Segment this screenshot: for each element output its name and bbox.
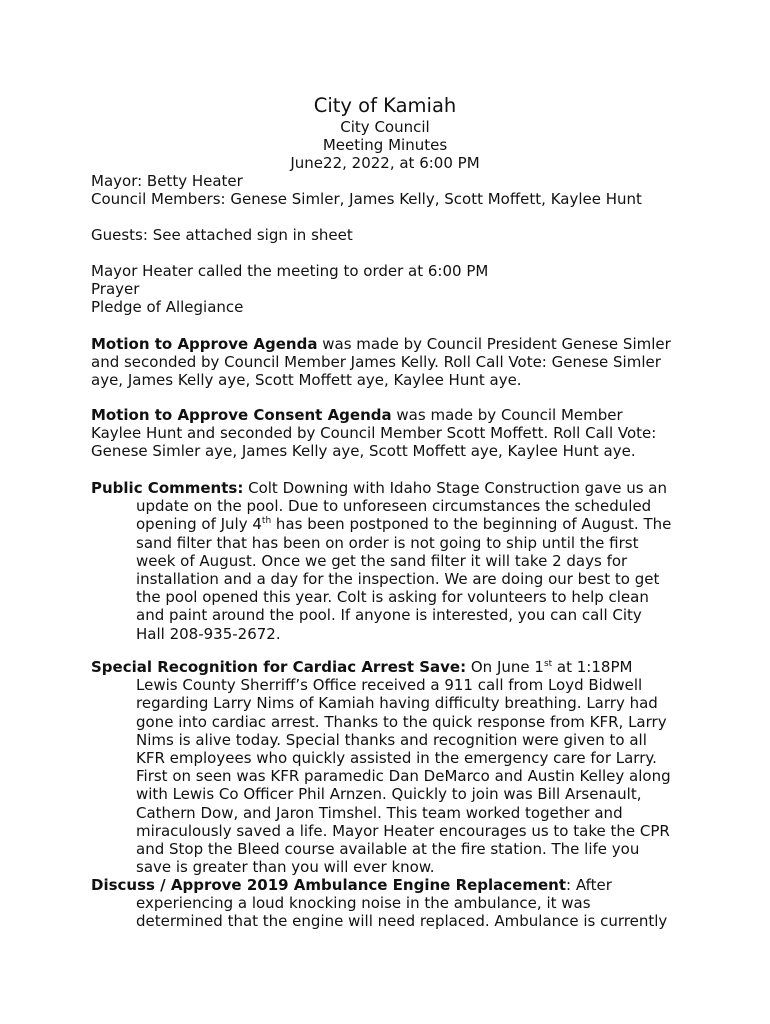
paragraph-text: Colt Downing with Idaho Stage Construction gave us an [243, 479, 667, 497]
paragraph-line: regarding Larry Nims of Kamiah having difficulty breathing. Larry had [136, 694, 658, 713]
motion-approve-agenda [91, 335, 691, 390]
paragraph-line: determined that the engine will need replaced. Ambulance is currently [136, 912, 668, 931]
superscript: th [261, 516, 272, 527]
paragraph-line: installation and a day for the inspection. We are doing our best to get [136, 569, 660, 588]
paragraph-line: week of August. Once we get the sand filter it will take 2 days for [136, 551, 628, 570]
paragraph-line: Lewis County Sherriff’s Office received a 911 call from Loyd Bidwell [136, 676, 643, 695]
special-recognition-section [91, 658, 691, 876]
attendance-section [91, 172, 691, 208]
prayer-line: Prayer [91, 280, 140, 299]
paragraph-line: save is greater than you will ever know. [136, 858, 435, 877]
paragraph-line: Hall 208-935-2672. [136, 624, 281, 643]
motion-consent-heading: Motion to Approve Consent Agenda [91, 406, 392, 424]
paragraph-text: On June 1 [466, 658, 544, 676]
paragraph-line: sand filter that has been on order is not going to ship until the first [136, 533, 639, 552]
paragraph-line: miraculously saved a life. Mayor Heater encourages us to take the CPR [136, 821, 670, 840]
paragraph-line: and Stop the Bleed course available at the fire station. The life you [136, 839, 640, 858]
paragraph-text: was made by Council Member [391, 406, 623, 424]
opening-section [91, 262, 691, 317]
ambulance-engine-section [91, 876, 691, 931]
paragraph-text: at 1:18PM [552, 658, 633, 676]
paragraph-line: Kaylee Hunt and seconded by Council Member Scott Moffett. Roll Call Vote: [91, 424, 657, 443]
paragraph-text: opening of July 4 [136, 515, 262, 534]
ambulance-engine-heading: Discuss / Approve 2019 Ambulance Engine Replacement [91, 876, 567, 894]
document-subheading [0, 118, 770, 173]
paragraph-line: Cathern Dow, and Jaron Timshel. This team worked together and [136, 803, 623, 822]
paragraph-line: Genese Simler aye, James Kelly aye, Scott Moffett aye, Kaylee Hunt aye. [91, 442, 636, 461]
meeting-date: June22, 2022, at 6:00 PM [290, 154, 480, 173]
paragraph-line [91, 515, 691, 533]
paragraph-line: gone into cardiac arrest. Thanks to the quick response from KFR, Larry [136, 712, 667, 731]
paragraph-line: and seconded by Council Member James Kelly. Roll Call Vote: Genese Simler [91, 353, 661, 372]
paragraph-line: update on the pool. Due to unforeseen circumstances the scheduled [136, 497, 652, 516]
paragraph-line: with Lewis Co Officer Phil Arnzen. Quickly to join was Bill Arsenault, [136, 785, 642, 804]
paragraph-line: and paint around the pool. If anyone is interested, you can call City [136, 606, 642, 625]
guests-line [91, 226, 691, 244]
document-title: City of Kamiah [313, 94, 457, 117]
document-type: Meeting Minutes [322, 136, 448, 155]
paragraph-text: was made by Council President Genese Simler [317, 335, 671, 353]
paragraph-line: KFR employees who quickly assisted in the emergency care for Larry. [136, 748, 657, 767]
paragraph-line: Nims is alive today. Special thanks and recognition were given to all [136, 730, 647, 749]
mayor-line: Mayor: Betty Heater [91, 172, 243, 190]
superscript: st [543, 659, 553, 669]
call-to-order: Mayor Heater called the meeting to order at 6:00 PM [91, 262, 489, 280]
public-comments-section [91, 479, 691, 643]
paragraph-text: has been postponed to the beginning of August. The [271, 515, 672, 534]
public-comments-heading: Public Comments: [91, 479, 244, 497]
paragraph-line: experiencing a loud knocking noise in the ambulance, it was [136, 894, 591, 913]
motion-agenda-heading: Motion to Approve Agenda [91, 335, 318, 353]
paragraph-line: First on seen was KFR paramedic Dan DeMarco and Austin Kelley along [136, 767, 671, 786]
motion-approve-consent-agenda [91, 406, 691, 461]
pledge-line: Pledge of Allegiance [91, 298, 244, 317]
council-members-line: Council Members: Genese Simler, James Kelly, Scott Moffett, Kaylee Hunt [91, 190, 642, 209]
paragraph-text: : After [566, 876, 612, 894]
guests-text: Guests: See attached sign in sheet [91, 226, 353, 244]
body-name: City Council [340, 118, 430, 136]
paragraph-line: the pool opened this year. Colt is asking for volunteers to help clean [136, 588, 649, 607]
special-recognition-heading: Special Recognition for Cardiac Arrest Save: [91, 658, 467, 676]
paragraph-line: aye, James Kelly aye, Scott Moffett aye, Kaylee Hunt aye. [91, 371, 522, 390]
